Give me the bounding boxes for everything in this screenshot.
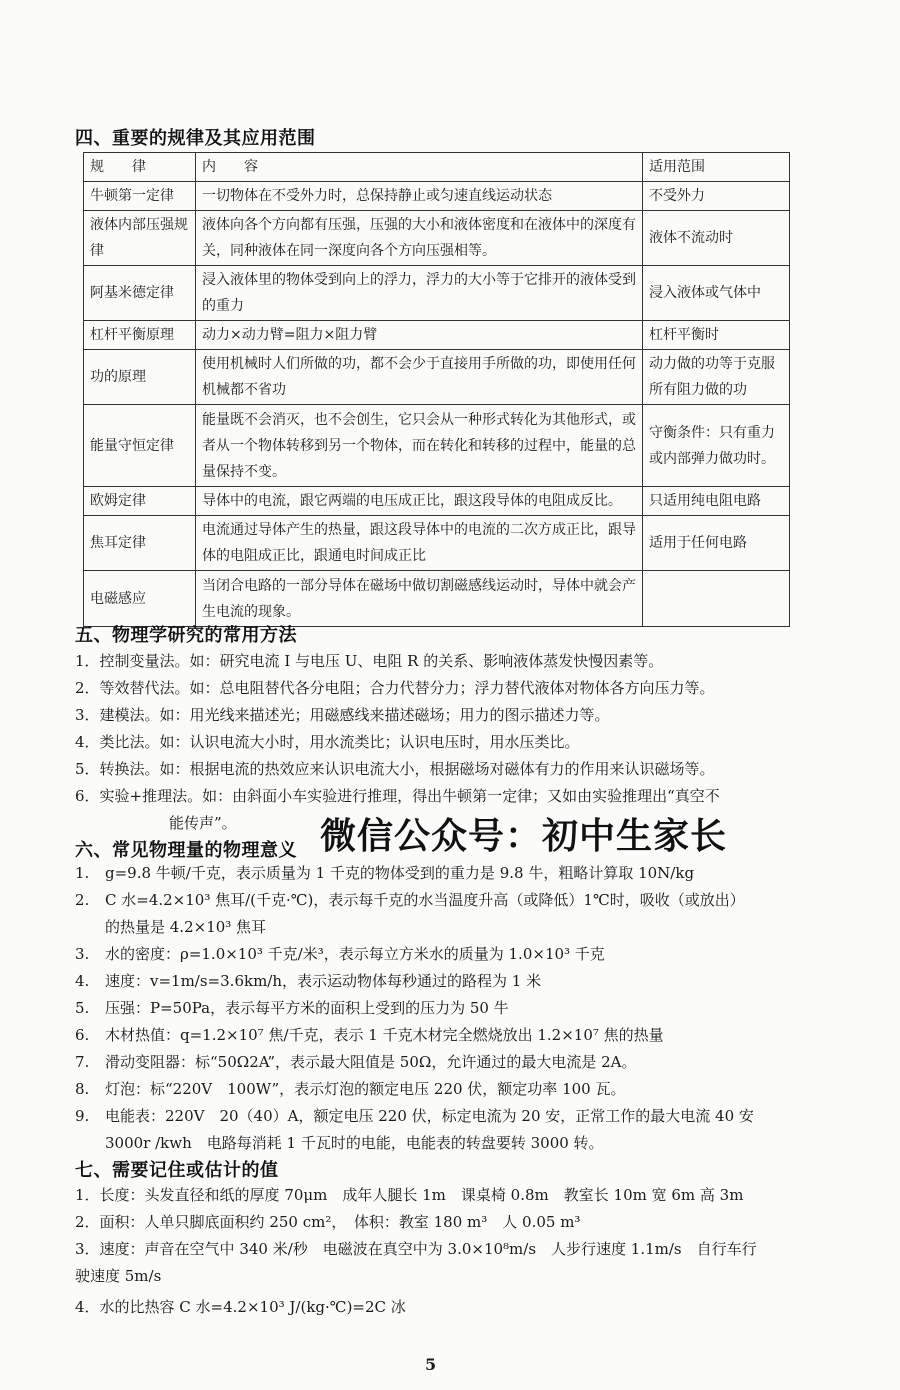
list-item: 2．等效替代法。如：总电阻替代各分电阻；合力代替分力；浮力替代液体对物体各方向压力等。 [75,679,715,697]
law-scope: 不受外力 [643,182,790,211]
list-item: 5. 压强：P=50Pa，表示每平方米的面积上受到的压力为 50 牛 [75,999,509,1017]
list-item: 2. C 水=4.2×10³ 焦耳/(千克·℃)，表示每千克的水当温度升高（或降低）1℃时，吸收（或放出） [75,891,745,909]
estimates-list [75,1182,815,1321]
law-content: 电流通过导体产生的热量，跟这段导体中的电流的二次方成正比，跟导体的电阻成正比，跟通电时间成正比 [196,516,643,571]
table-row [84,487,790,516]
law-content: 导体中的电流，跟它两端的电压成正比，跟这段导体的电阻成反比。 [196,487,643,516]
law-content: 当闭合电路的一部分导体在磁场中做切割磁感线运动时，导体中就会产生电流的现象。 [196,571,643,627]
section-6-title: 六、常见物理量的物理意义 [75,840,297,861]
list-item: 3．速度：声音在空气中 340 米/秒 电磁波在真空中为 3.0×10⁸m/s 人步行速度 1.1m/s 自行车行 [75,1240,757,1258]
law-name: 液体内部压强规律 [84,211,196,266]
list-item-continuation: 驶速度 5m/s [75,1267,162,1285]
list-item: 3000r /kwh 电路每消耗 1 千瓦时的电能，电能表的转盘要转 3000 转。 [105,1134,604,1152]
list-item: 6. 木材热值：q=1.2×10⁷ 焦/千克，表示 1 千克木材完全燃烧放出 1.2×10⁷ 焦的热量 [75,1026,664,1044]
law-content: 能量既不会消灭，也不会创生，它只会从一种形式转化为其他形式，或者从一个物体转移到另一个物体，而在转化和转移的过程中，能量的总量保持不变。 [196,405,643,487]
list-item: 的热量是 4.2×10³ 焦耳 [105,918,267,936]
list-item: 4．水的比热容 C 水=4.2×10³ J/(kg·℃)=2C 冰 [75,1298,406,1316]
law-name: 阿基米德定律 [84,266,196,321]
law-name: 杠杆平衡原理 [84,321,196,350]
law-name: 焦耳定律 [84,516,196,571]
list-item: 6．实验+推理法。如：由斜面小车实验进行推理，得出牛顿第一定律；又如由实验推理出“真空不 [75,787,720,805]
table-row [84,571,790,627]
law-content: 一切物体在不受外力时，总保持静止或匀速直线运动状态 [196,182,643,211]
law-scope: 杠杆平衡时 [643,321,790,350]
list-item: 7. 滑动变阻器：标“50Ω2A”，表示最大阻值是 50Ω，允许通过的最大电流是 2A。 [75,1053,637,1071]
list-item-continuation: 能传声”。 [169,814,237,832]
list-item: 5．转换法。如：根据电流的热效应来认识电流大小，根据磁场对磁体有力的作用来认识磁场等。 [75,760,715,778]
table-row [84,182,790,211]
law-name: 功的原理 [84,350,196,405]
section-5-title: 五、物理学研究的常用方法 [75,625,297,646]
table-row [84,321,790,350]
section-7-title: 七、需要记住或估计的值 [75,1160,279,1181]
quantities-list [75,860,815,1157]
law-name: 能量守恒定律 [84,405,196,487]
table-row [84,405,790,487]
list-item: 1．长度：头发直径和纸的厚度 70μm 成年人腿长 1m 课桌椅 0.8m 教室长 10m 宽 6m 高 3m [75,1186,744,1204]
watermark-text: 微信公众号：初中生家长 [320,816,728,857]
law-scope: 守衡条件：只有重力或内部弹力做功时。 [643,405,790,487]
table-row [84,211,790,266]
header-content: 内 容 [196,153,643,182]
law-scope: 适用于任何电路 [643,516,790,571]
law-scope [643,571,790,627]
list-item: 1. g=9.8 牛顿/千克，表示质量为 1 千克的物体受到的重力是 9.8 牛，粗略计算取 10N/kg [75,864,695,882]
laws-table [83,152,790,627]
law-content: 液体向各个方向都有压强，压强的大小和液体密度和在液体中的深度有关，同种液体在同一深度向各个方向压强相等。 [196,211,643,266]
section-4-title: 四、重要的规律及其应用范围 [75,128,316,149]
law-name: 牛顿第一定律 [84,182,196,211]
list-item: 3．建模法。如：用光线来描述光；用磁感线来描述磁场；用力的图示描述力等。 [75,706,610,724]
law-content: 使用机械时人们所做的功，都不会少于直接用手所做的功，即使用任何机械都不省功 [196,350,643,405]
list-item: 2．面积：人单只脚底面积约 250 cm²， 体积：教室 180 m³ 人 0.05 m³ [75,1213,581,1231]
header-law: 规 律 [84,153,196,182]
header-scope: 适用范围 [643,153,790,182]
law-name: 电磁感应 [84,571,196,627]
table-row [84,266,790,321]
table-header-row [84,153,790,182]
law-scope: 动力做的功等于克服所有阻力做的功 [643,350,790,405]
law-scope: 液体不流动时 [643,211,790,266]
list-item: 3. 水的密度：ρ=1.0×10³ 千克/米³，表示每立方米水的质量为 1.0×10³ 千克 [75,945,605,963]
page-number: 5 [425,1355,437,1374]
list-item: 4．类比法。如：认识电流大小时，用水流类比；认识电压时，用水压类比。 [75,733,580,751]
list-item: 8. 灯泡：标“220V 100W”，表示灯泡的额定电压 220 伏，额定功率 100 瓦。 [75,1080,626,1098]
law-content: 动力×动力臂=阻力×阻力臂 [196,321,643,350]
table-row [84,516,790,571]
list-item: 4. 速度：v=1m/s=3.6km/h，表示运动物体每秒通过的路程为 1 米 [75,972,542,990]
law-name: 欧姆定律 [84,487,196,516]
list-item: 1．控制变量法。如：研究电流 I 与电压 U、电阻 R 的关系、影响液体蒸发快慢因素等。 [75,652,664,670]
law-content: 浸入液体里的物体受到向上的浮力，浮力的大小等于它排开的液体受到的重力 [196,266,643,321]
list-item: 9. 电能表：220V 20（40）A，额定电压 220 伏，标定电流为 20 安，正常工作的最大电流 40 安 [75,1107,754,1125]
law-scope: 浸入液体或气体中 [643,266,790,321]
table-row [84,350,790,405]
law-scope: 只适用纯电阻电路 [643,487,790,516]
